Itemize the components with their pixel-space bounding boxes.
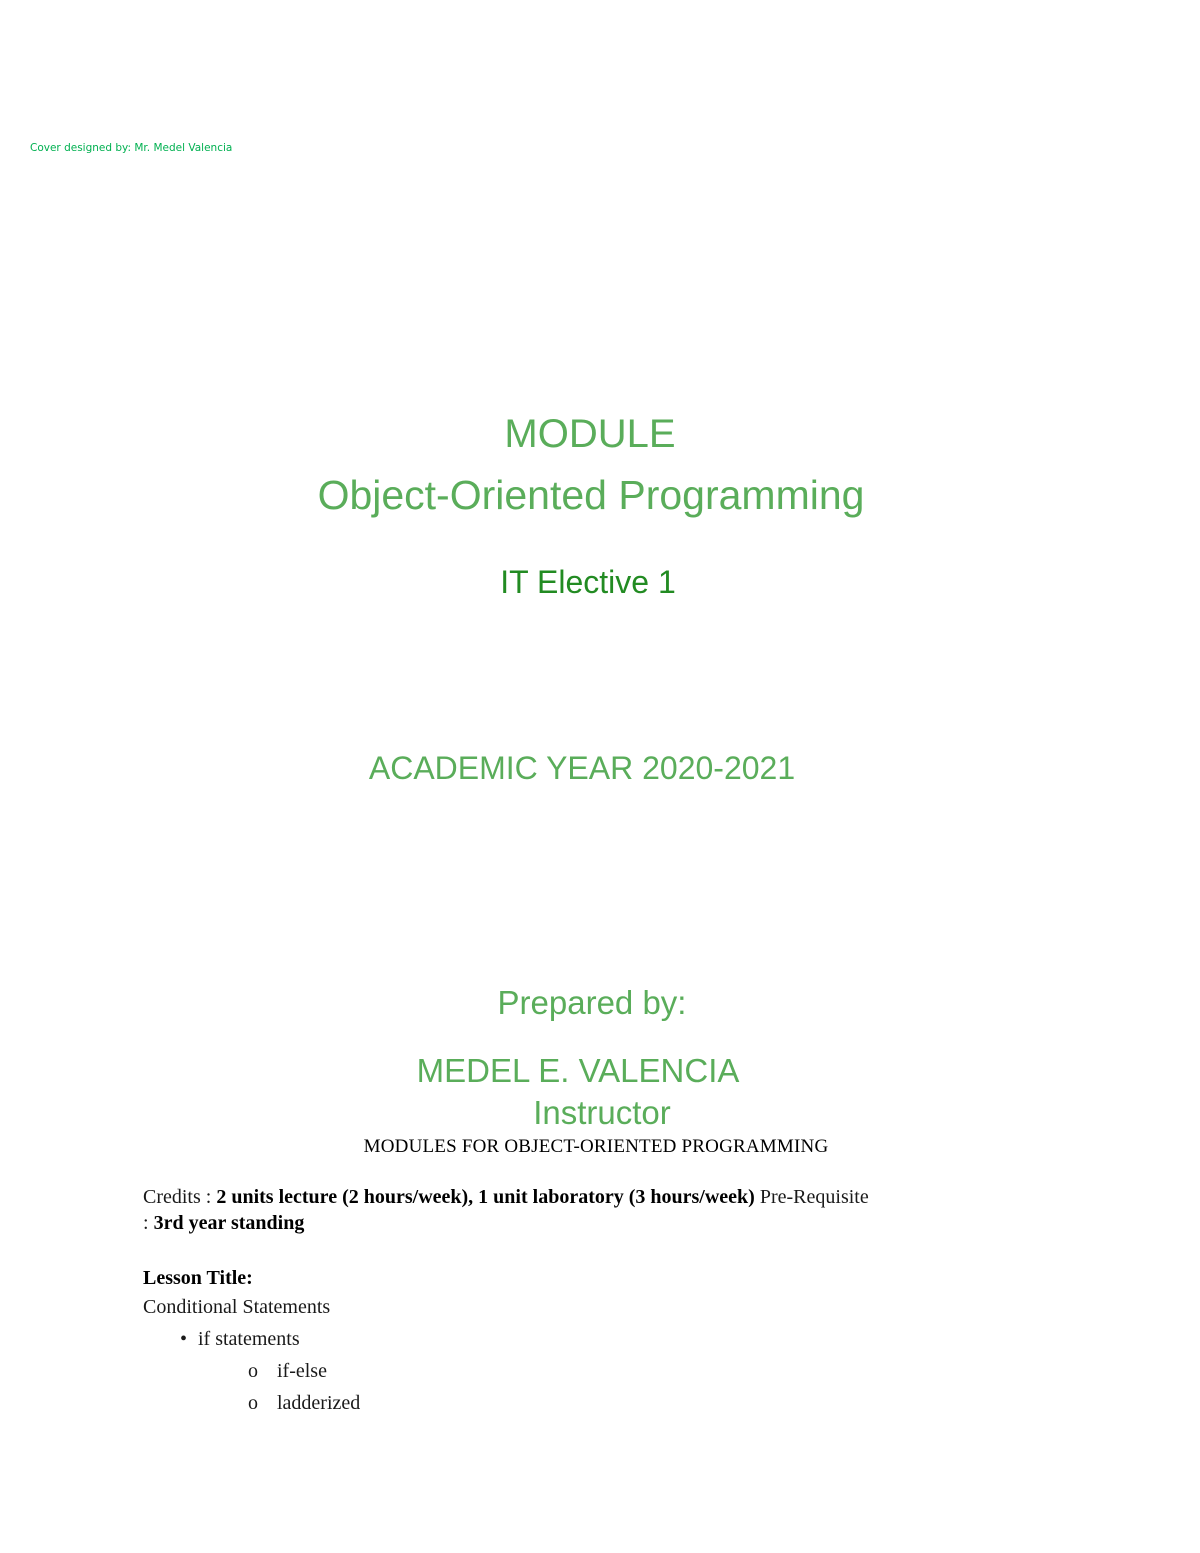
- sub-bullet-icon: o: [248, 1360, 258, 1382]
- document-heading: MODULES FOR OBJECT-ORIENTED PROGRAMMING: [363, 1136, 829, 1157]
- list-item-text: if statements: [198, 1328, 300, 1350]
- academic-year: ACADEMIC YEAR 2020-2021: [368, 750, 796, 786]
- prerequisite-value: 3rd year standing: [153, 1212, 305, 1234]
- lesson-title-label: Lesson Title:: [143, 1267, 253, 1289]
- prerequisite-separator: :: [143, 1212, 149, 1234]
- credits-line: [143, 1184, 869, 1210]
- course-title: Object-Oriented Programming: [317, 472, 865, 518]
- cover-credit-note: Cover designed by: Mr. Medel Valencia: [30, 142, 233, 154]
- module-title: MODULE: [504, 412, 676, 456]
- prerequisite-line: [143, 1210, 304, 1236]
- author-name: MEDEL E. VALENCIA: [416, 1052, 740, 1089]
- author-role: Instructor: [533, 1094, 671, 1131]
- list-item-text: if-else: [277, 1360, 327, 1382]
- list-item-text: ladderized: [277, 1392, 361, 1414]
- bullet-icon: •: [180, 1328, 188, 1350]
- credits-value: 2 units lecture (2 hours/week), 1 unit laboratory (3 hours/week): [216, 1186, 755, 1208]
- list-item: [248, 1390, 360, 1416]
- list-item: [248, 1358, 327, 1384]
- credits-label: Credits :: [143, 1186, 212, 1208]
- lesson-topic: Conditional Statements: [143, 1296, 331, 1318]
- prerequisite-label: Pre-Requisite: [759, 1186, 869, 1208]
- prepared-by-label: Prepared by:: [497, 984, 687, 1021]
- list-item: [180, 1326, 300, 1352]
- sub-bullet-icon: o: [248, 1392, 258, 1414]
- elective-title: IT Elective 1: [500, 564, 676, 600]
